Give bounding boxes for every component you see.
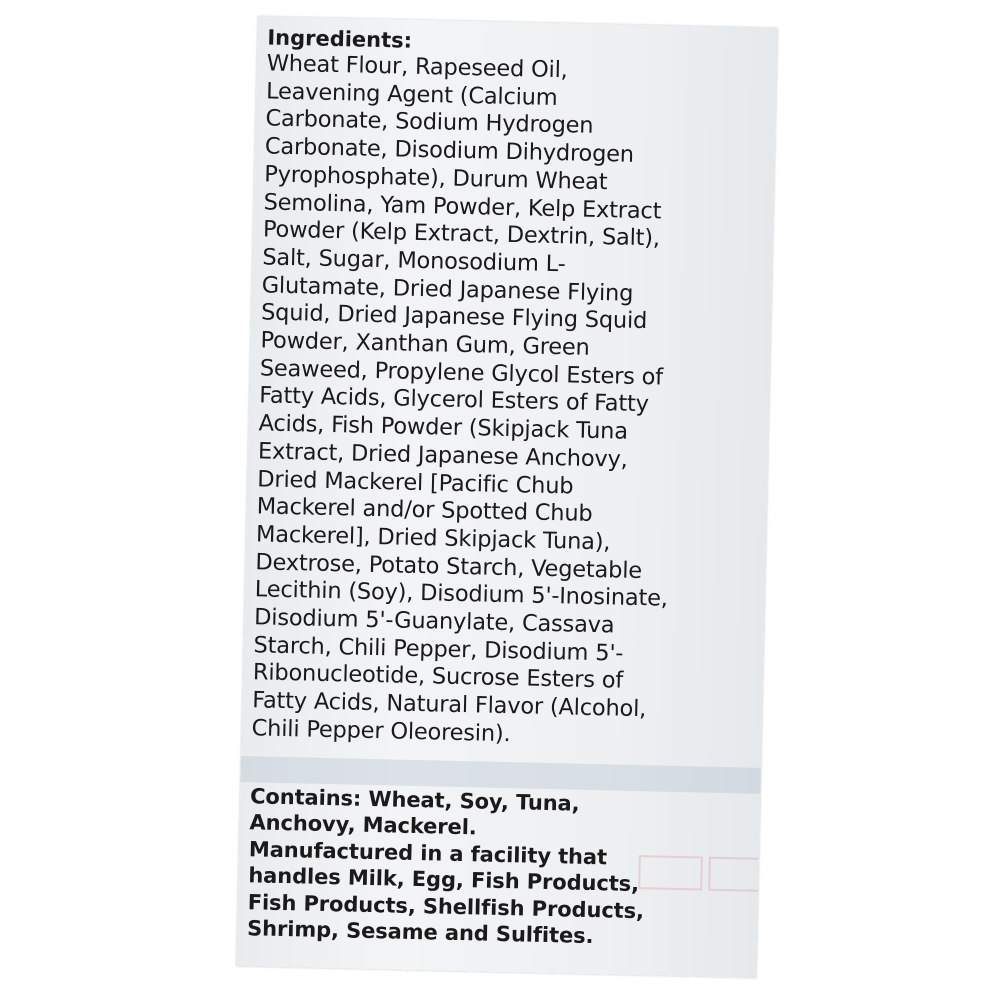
facility-line: Manufactured in a facility that (248, 836, 608, 869)
ingredients-heading: Ingredients: (267, 25, 413, 53)
ingredient-line: Fatty Acids, Glycerol Esters of Fatty (258, 382, 650, 418)
ingredient-line: Pyrophosphate), Durum Wheat (263, 161, 608, 196)
ingredient-line: Carbonate, Sodium Hydrogen (265, 105, 594, 140)
ingredient-line: Squid, Dried Japanese Flying Squid (260, 299, 648, 335)
ingredient-line: Dried Mackerel [Pacific Chub (257, 465, 574, 500)
allergen-line: Contains: Wheat, Soy, Tuna, (249, 783, 580, 816)
ingredient-line: Chili Pepper Oleoresin). (251, 715, 511, 748)
facility-line: Shrimp, Sesame and Sulfites. (246, 916, 594, 949)
ingredient-line: Fatty Acids, Natural Flavor (Alcohol, (252, 687, 647, 723)
ingredient-line: Salt, Sugar, Monosodium L- (262, 244, 566, 278)
ingredient-line: Carbonate, Disodium Dihydrogen (264, 133, 635, 168)
ingredient-line: Acids, Fish Powder (Skipjack Tuna (258, 410, 629, 445)
ingredient-line: Semolina, Yam Powder, Kelp Extract (263, 188, 662, 224)
ingredient-line: Mackerel], Dried Skipjack Tuna), (255, 521, 611, 556)
ingredient-line: Powder, Xanthan Gum, Green (260, 327, 590, 361)
ingredient-line: Starch, Chili Pepper, Disodium 5'- (253, 632, 624, 667)
ingredient-line: Lecithin (Soy), Disodium 5'-Inosinate, (254, 576, 669, 613)
ingredient-line: Mackerel and/or Spotted Chub (256, 493, 593, 528)
ingredients-list (251, 50, 772, 754)
ingredient-line: Leavening Agent (Calcium (265, 78, 558, 111)
facility-line: handles Milk, Egg, Fish Products, (248, 863, 640, 897)
ingredient-line: Wheat Flour, Rapeseed Oil, (266, 50, 568, 84)
label-text (247, 24, 773, 953)
ingredient-line: Extract, Dried Japanese Anchovy, (257, 438, 628, 473)
allergen-statement (247, 783, 755, 953)
ingredient-line: Dextrose, Potato Starch, Vegetable (255, 548, 643, 584)
allergen-line: Anchovy, Mackerel. (249, 810, 477, 840)
ingredient-line: Disodium 5'-Guanylate, Cassava (253, 604, 615, 639)
ingredient-line: Glutamate, Dried Japanese Flying (261, 272, 634, 307)
ingredient-label (236, 16, 777, 978)
ingredient-line: Powder (Kelp Extract, Dextrin, Salt), (262, 216, 661, 252)
ingredient-line: Ribonucleotide, Sucrose Esters of (252, 659, 624, 695)
facility-line: Fish Products, Shellfish Products, (247, 889, 645, 923)
ingredient-line: Seaweed, Propylene Glycol Esters of (259, 355, 664, 391)
